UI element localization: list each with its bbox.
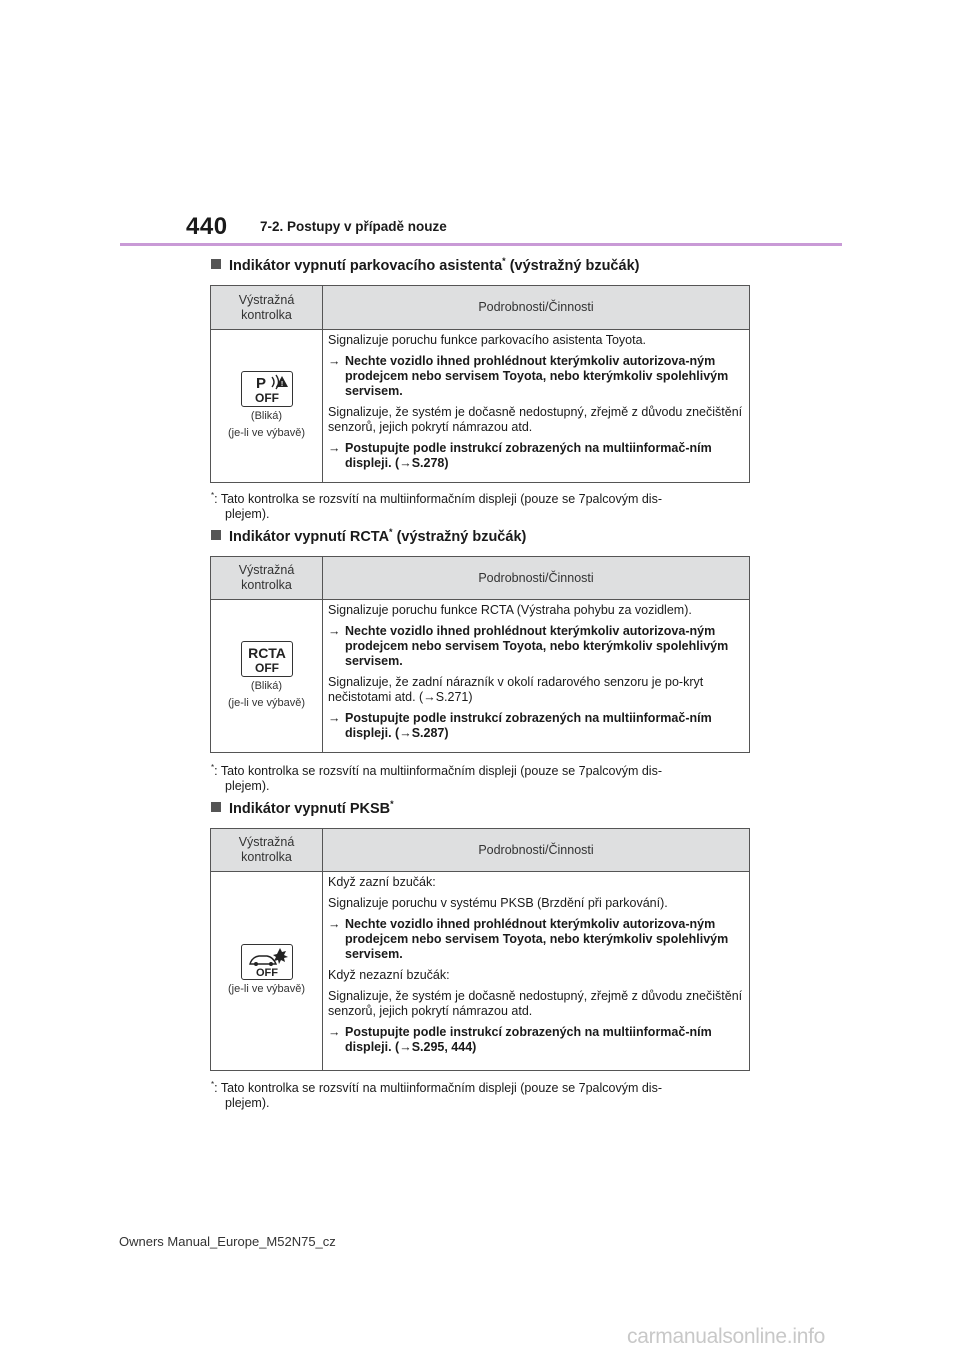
- parking-assist-off-icon: [241, 371, 293, 407]
- svg-text:RCTA: RCTA: [247, 644, 286, 661]
- manual-id-footer: Owners Manual_Europe_M52N75_cz: [119, 1234, 336, 1249]
- footnote: *: Tato kontrolka se rozsvítí na multiinformačním displeji (pouze se 7palcovým dis- plejem).: [211, 1080, 662, 1111]
- svg-text:!: !: [280, 380, 283, 388]
- icon-caption-if-equipped: (je-li ve výbavě): [227, 426, 306, 439]
- arrow-right-icon: →: [399, 1040, 412, 1054]
- svg-text:P: P: [255, 374, 266, 392]
- arrow-right-icon: →: [423, 690, 436, 704]
- icon-caption-if-equipped: (je-li ve výbavě): [227, 983, 306, 995]
- section-heading-pksb: Indikátor vypnutí PKSB*: [211, 799, 394, 817]
- page-reference[interactable]: S.278): [411, 456, 449, 470]
- action-item: → Postupujte podle instrukcí zobrazených na multiinformač-ním displeji. (→S.278): [328, 441, 712, 470]
- arrow-right-icon: →: [328, 711, 341, 725]
- arrow-right-icon: →: [328, 624, 341, 638]
- details-cell: [323, 330, 750, 483]
- column-header-details: Podrobnosti/Činnosti: [323, 286, 750, 330]
- action-item: → Nechte vozidlo ihned prohlédnout kterýmkoliv autorizova-ným prodejcem nebo servisem Toyota, nebo kterýmkoliv spolehlivým servisem.: [328, 354, 729, 398]
- section-heading-rcta: Indikátor vypnutí RCTA* (výstražný bzučák): [211, 527, 526, 545]
- action-item: → Nechte vozidlo ihned prohlédnout kterýmkoliv autorizova-ným prodejcem nebo servisem Toyota, nebo kterýmkoliv spolehlivým servisem.: [328, 917, 729, 961]
- column-header-details: Podrobnosti/Činnosti: [323, 829, 750, 872]
- footnote: *: Tato kontrolka se rozsvítí na multiinformačním displeji (pouze se 7palcovým dis- plejem).: [211, 763, 662, 794]
- action-item: → Nechte vozidlo ihned prohlédnout kterýmkoliv autorizova-ným prodejcem nebo servisem Toyota, nebo kterýmkoliv spolehlivým servisem.: [328, 624, 729, 668]
- detail-text: Signalizuje, že systém je dočasně nedostupný, zřejmě z důvodu znečištění senzorů, jejich pokrytí námrazou atd.: [328, 405, 743, 434]
- column-header-warning-light: Výstražná kontrolka: [211, 829, 323, 872]
- column-header-warning-light: Výstražná kontrolka: [211, 557, 323, 600]
- icon-caption-blinks: (Bliká): [250, 409, 283, 422]
- icon-caption-if-equipped: (je-li ve výbavě): [227, 696, 306, 709]
- column-header-warning-light: Výstražná kontrolka: [211, 286, 323, 330]
- svg-text:OFF: OFF: [254, 390, 279, 405]
- arrow-right-icon: →: [328, 354, 341, 368]
- watermark: carmanualsonline.info: [627, 1325, 825, 1348]
- arrow-right-icon: →: [399, 456, 412, 470]
- page-reference[interactable]: S.295, 444): [411, 1040, 477, 1054]
- bullet-square-icon: [211, 530, 221, 540]
- detail-text: Signalizuje, že zadní nárazník v okolí radarového senzoru je po-kryt nečistotami atd. (→S.271): [328, 675, 704, 704]
- warning-light-cell: [211, 872, 323, 1071]
- warning-light-cell: [211, 600, 323, 753]
- detail-text: Signalizuje poruchu v systému PKSB (Brzdění při parkování).: [328, 896, 668, 910]
- column-header-details: Podrobnosti/Činnosti: [323, 557, 750, 600]
- arrow-right-icon: →: [328, 1025, 341, 1039]
- page-number: 440: [186, 213, 228, 240]
- pksb-off-icon: [241, 944, 293, 980]
- bullet-square-icon: [211, 259, 221, 269]
- svg-text:OFF: OFF: [255, 967, 278, 979]
- page-reference[interactable]: S.271): [435, 690, 473, 704]
- action-item: → Postupujte podle instrukcí zobrazených na multiinformač-ním displeji. (→S.287): [328, 711, 712, 740]
- section-heading-parking-assist: Indikátor vypnutí parkovacího asistenta* (výstražný bzučák): [211, 256, 639, 274]
- warning-light-cell: [211, 330, 323, 483]
- rcta-off-icon: [241, 641, 293, 677]
- details-cell: [323, 872, 750, 1071]
- condition-label: Když nezazní bzučák:: [328, 968, 450, 982]
- detail-text: Signalizuje, že systém je dočasně nedostupný, zřejmě z důvodu znečištění senzorů, jejich pokrytí námrazou atd.: [328, 989, 743, 1018]
- warning-table-parking-assist: [210, 285, 750, 483]
- details-cell: [323, 600, 750, 753]
- footnote: *: Tato kontrolka se rozsvítí na multiinformačním displeji (pouze se 7palcovým dis- plejem).: [211, 491, 662, 522]
- warning-table-pksb: [210, 828, 750, 1071]
- action-item: → Postupujte podle instrukcí zobrazených na multiinformač-ním displeji. (→S.295, 444): [328, 1025, 712, 1054]
- page-reference[interactable]: S.287): [411, 726, 449, 740]
- header-divider: [120, 243, 842, 246]
- svg-text:OFF: OFF: [254, 660, 279, 675]
- icon-caption-blinks: (Bliká): [250, 679, 283, 692]
- arrow-right-icon: →: [328, 441, 341, 455]
- detail-text: Signalizuje poruchu funkce parkovacího asistenta Toyota.: [328, 333, 647, 347]
- detail-text: Signalizuje poruchu funkce RCTA (Výstraha pohybu za vozidlem).: [328, 603, 692, 617]
- condition-label: Když zazní bzučák:: [328, 875, 436, 889]
- bullet-square-icon: [211, 802, 221, 812]
- warning-table-rcta: [210, 556, 750, 753]
- arrow-right-icon: →: [399, 726, 412, 740]
- arrow-right-icon: →: [328, 917, 341, 931]
- chapter-title: 7-2. Postupy v případě nouze: [260, 219, 447, 234]
